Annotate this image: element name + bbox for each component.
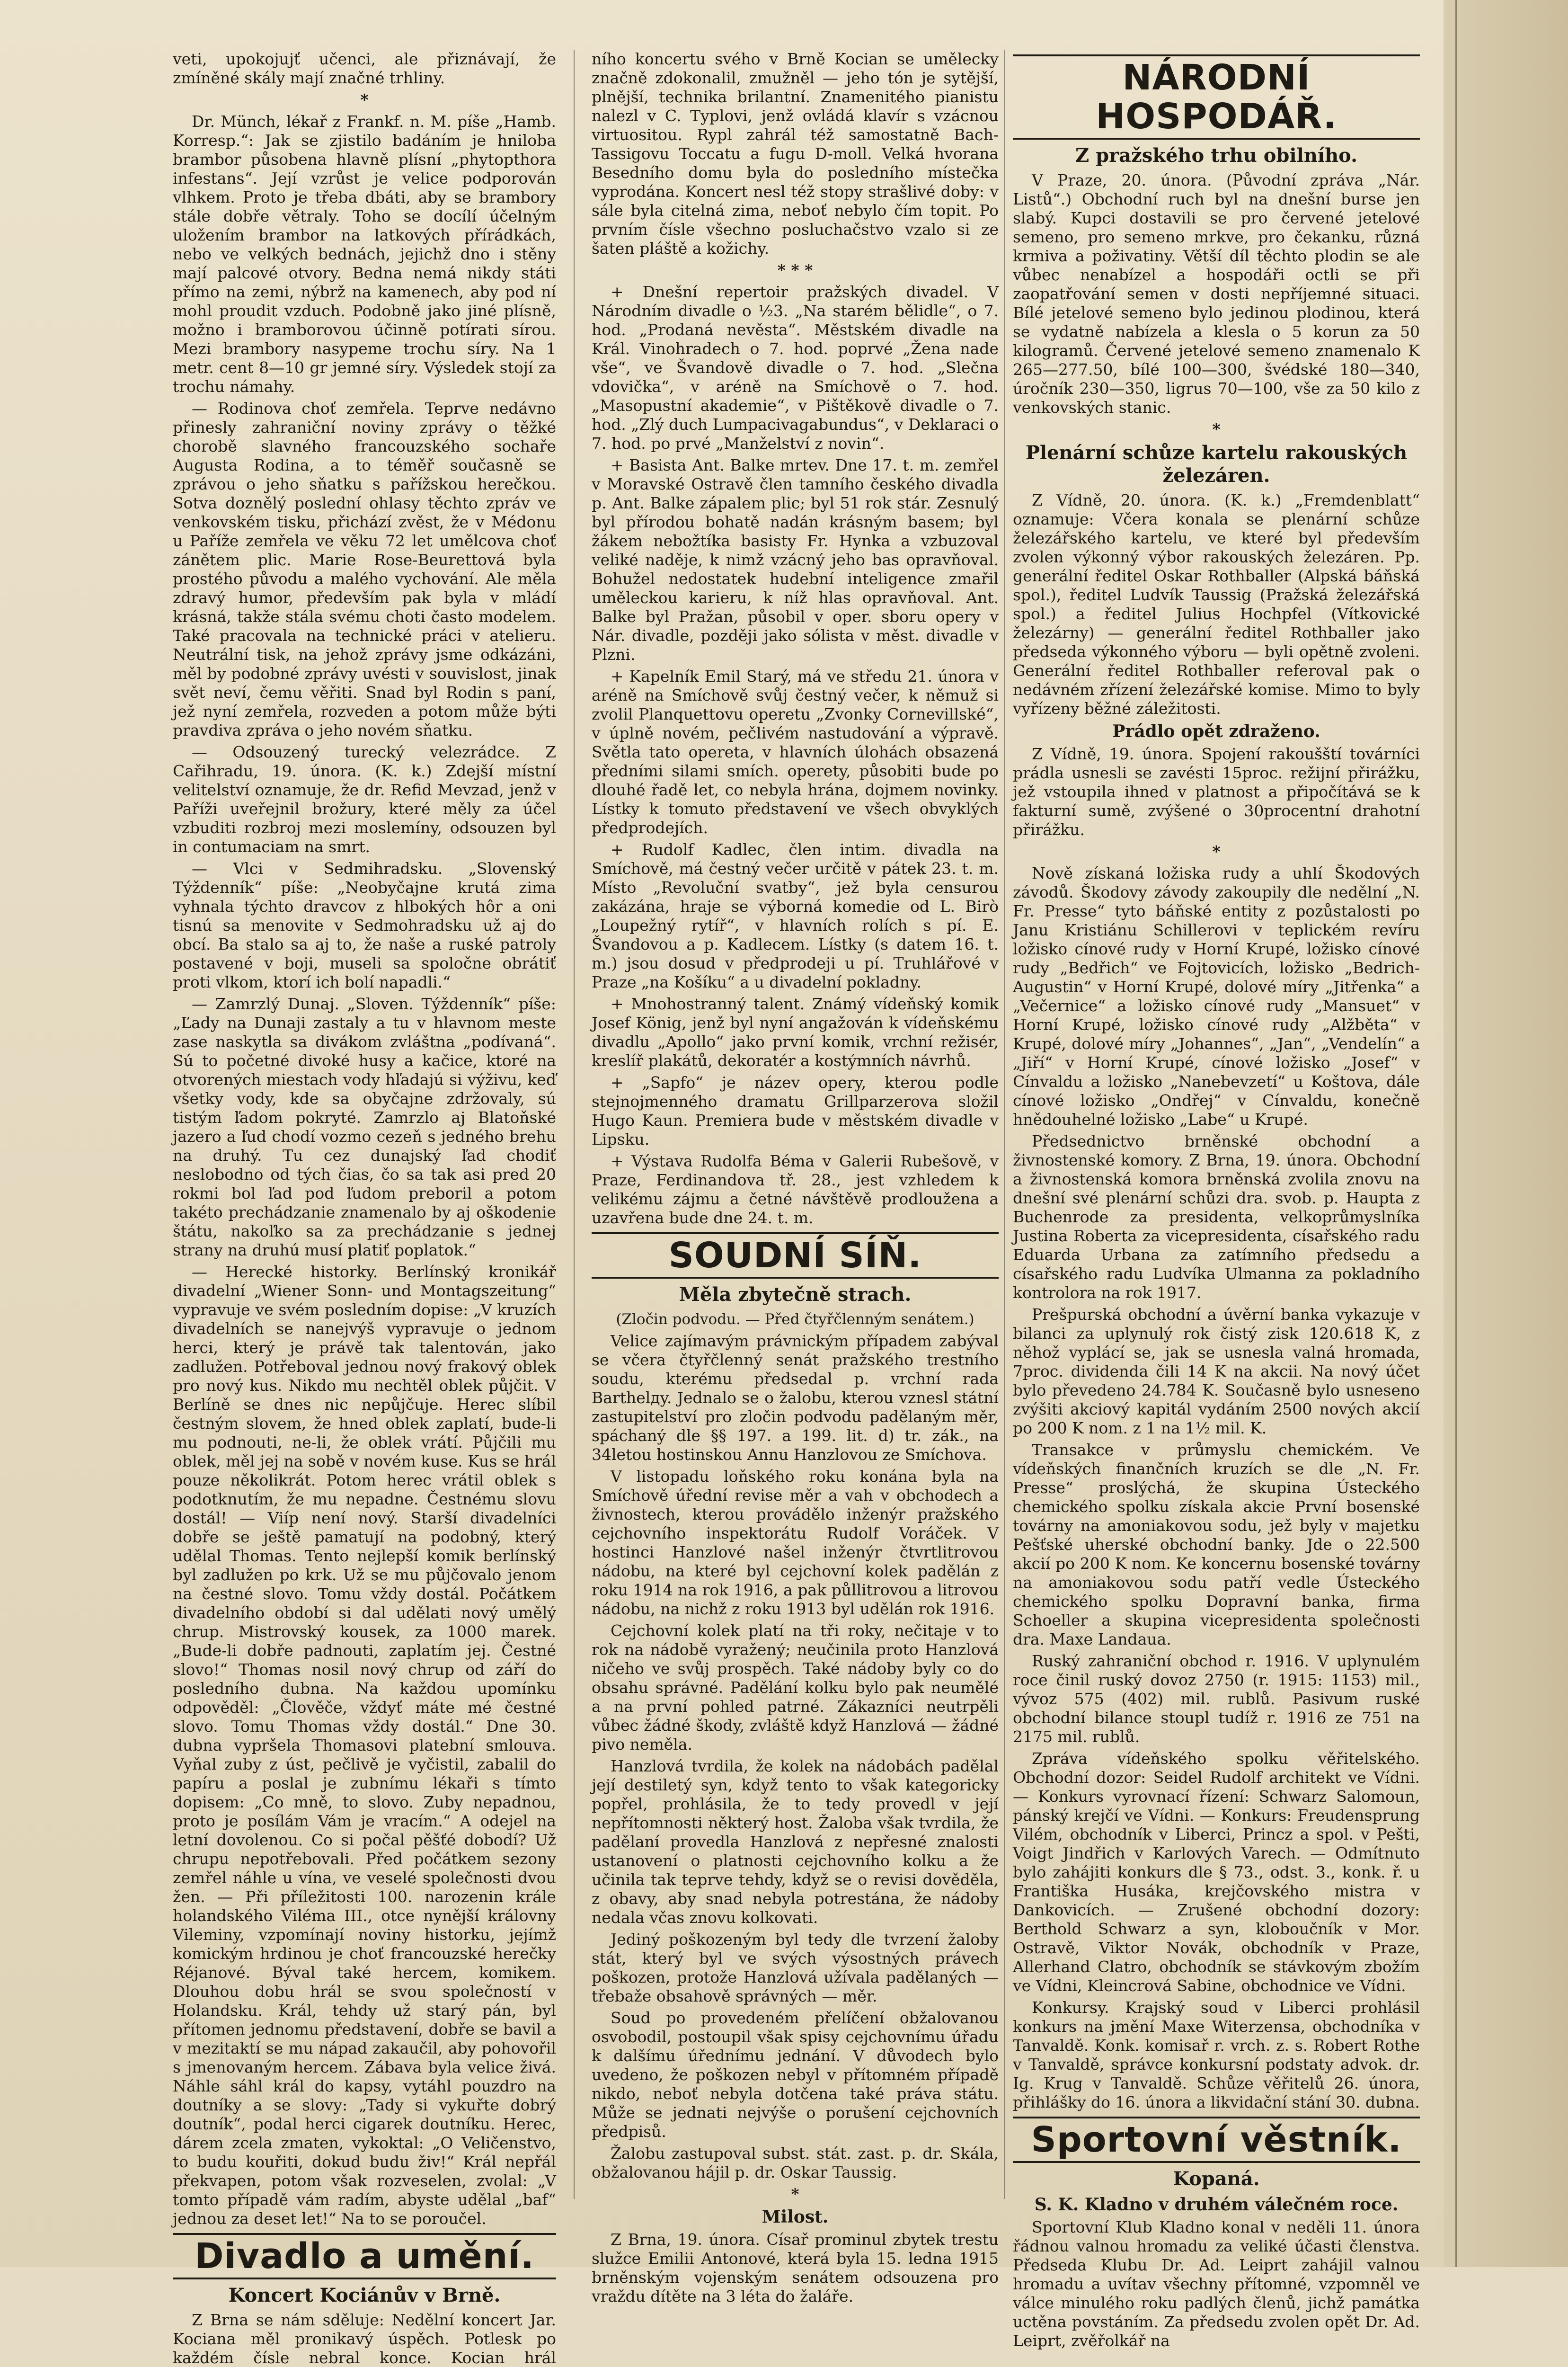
fold-line [1455, 0, 1457, 2267]
article-presspurska: Prešpurská obchodní a úvěrní banka vykazuje v bilanci za uplynulý rok čistý zisk 120.618 K, z něhož vyplácí se, jak se usnesla valná hromada, 7proc. dividenda čili 14 K na akcii. Na nový účet bylo převedeno 24.784 K. Současně bylo usneseno zvýšiti akciový kapitál vydáním 2500 nových akcií po 200 K nom. z 1 na 1½ mil. K. [1013, 1305, 1420, 1437]
article-balke: + Basista Ant. Balke mrtev. Dne 17. t. m. zemřel v Moravské Ostravě člen tamního českého divadla p. Ant. Balke zápalem plic; byl 51 rok stár. Zesnulý byl přírodou bohatě nadán krásným basem; byl žákem nebožtíka basisty Fr. Hynka a vzbuzoval veliké naděje, k nimž vzácný jeho bas opravňoval. Bohužel nedostatek hudební inteligence zmařil uměleckou karieru, k níž hlas opravňoval. Ant. Balke byl Pražan, působil v oper. sboru opery v Nár. divadle, později jako sólista v měst. divadle v Plzni. [592, 456, 999, 664]
article-bem: + Výstava Rudolfa Béma v Galerii Rubešově, v Praze, Ferdinandova tř. 28., jest vzhledem k velikému zájmu a četné návštěvě prodloužena a uzavřena bude dne 24. t. m. [592, 1152, 999, 1227]
article-strach-4: Hanzlová tvrdila, že kolek na nádobách padělal její destiletý syn, když tento to však kategoricky popřel, prohlásila, že to tedy provedl v její nepřítomnosti některý host. Žaloba však tvrdila, že padělaní provedla Hanzlová z nepřesné znalosti ustanovení o platnosti cejchovního kolku a že učinila tak teprve tehdy, když se o revisi dověděla, z obavy, aby snad nebyla potrestána, že nádoby nedala včas znovu kolkovati. [592, 1757, 999, 1927]
article-turecky: — Odsouzený turecký velezrádce. Z Cařihradu, 19. února. (K. k.) Zdejší místní velitelství oznamuje, že dr. Refid Mevzad, jenž v Paříži uveřejnil brožury, které měly za účel vzbuditi rozbroj mezi moslemíny, odsouzen byl in contumaciam na smrt. [173, 743, 556, 856]
article-kadlec: + Rudolf Kadlec, člen intim. divadla na Smíchově, má čestný večer určitě v pátek 23. t. m. Místo „Revoluční svatby“, jež byla censurou zakázána, hraje se výborná komedie od L. Birò „Loupežný rytíř“, v hlavních rolích s pí. E. Švandovou a p. Kadlecem. Lístky (s datem 16. t. m.) jsou dosud v předprodeji u pí. Truhlářové v Praze „na Košíku“ a u divadelní pokladny. [592, 840, 999, 991]
page-edge [1444, 0, 1568, 2267]
article-konkursy: Konkursy. Krajský soud v Liberci prohlásil konkurs na jmění Maxe Witerzensa, obchodníka v Tanvaldě. Konk. komisař r. vrch. z. s. Robert Rothe v Tanvaldě, správce konkursní podstaty advok. dr. Ig. Krug v Tanvaldě. Schůze věřitelů 26. února, přihlášky do 16. února a likvidační stání 30. dubna. [1013, 1998, 1420, 2111]
section-sport-heading: Sportovní věstník. [1013, 2117, 1420, 2163]
article-kartel: Z Vídně, 20. února. (K. k.) „Fremdenblatt“ oznamuje: Včera konala se plenární schůze železářského kartelu, ve které byl především zvolen výkonný výbor rakouských železáren. Pp. generální ředitel Oskar Rothballer (Alpská báňská spol.), ředitel Ludvík Taussig (Pražská železářská spol.) a ředitel Julius Hochpfel (Vítkovické železárny) — generální ředitel Rothballer jako předseda výkonného výboru — byli opětně zvoleni. Generální ředitel Rothballer referoval pak o nedávném zřízení železářské komise. Mimo to byly vyřízeny běžné záležitosti. [1013, 491, 1420, 718]
column-rule [574, 50, 575, 2199]
section-narodni-heading: NÁRODNÍ HOSPODÁŘ. [1013, 54, 1420, 140]
section-divadlo-heading: Divadlo a umění. [173, 2233, 556, 2279]
headline-pradlo: Prádlo opět zdraženo. [1112, 721, 1320, 741]
article-konig: + Mnohostranný talent. Známý vídeňský komik Josef König, jenž byl nyní angažován k vídeňskému divadlu „Apollo“ jako první komik, vrchní režisér, kreslíř plakátů, dekoratér a kostýmních návrhů. [592, 995, 999, 1070]
column-3 [1013, 50, 1420, 2350]
section-soudni-heading: SOUDNÍ SÍŇ. [592, 1232, 999, 1279]
article-pradlo: Z Vídně, 19. února. Spojení rakoušští továrníci prádla usnesli se zavésti 15proc. režijní přirážku, jež vstoupila ihned v platnost a připočítává se k fakturní sumě, zvýšené o 30procentní drahotní přirážku. [1013, 745, 1420, 839]
headline-kartel: Plenární schůze kartelu rakouských železáren. [1025, 442, 1408, 487]
article-rodin: — Rodinova choť zemřela. Teprve nedávno přinesly zahraniční noviny zprávy o těžké chorobě slavného francouzského sochaře Augusta Rodina, a to téměř současně se zprávou o jeho sňatku s pařížskou herečkou. Sotva doznělý poslední ohlasy těchto zpráv ve venkovském tisku, přichází zvěst, že v Médonu u Paříže zemřela ve věku 72 let umělcova choť zánětem plic. Marie Rose-Beurettová byla prostého původu a malého vychování. Ale měla zdravý humor, především pak byla v mládí krásná, takže stála svému choti často modelem. Také pracovala na technické práci v atelieru. Neutrální tisk, na jehož zprávy jsme odkázáni, měl by podobné zprávy uvésti v souvislost, jinak svět neví, čemu věřiti. Snad byl Rodin s paní, jež nyní zemřela, rozveden a potom může býti pravdiva zpráva o jeho novém sňatku. [173, 399, 556, 739]
column-1 [173, 50, 556, 2367]
article-koncert: Z Brna se nám sděluje: Nedělní koncert Jar. Kociana měl pronikavý úspěch. Potlesk po každém čísle nebral konce. Kocian hrál [173, 2311, 556, 2367]
separator-star: * [1212, 420, 1221, 438]
headline-milost: Milost. [762, 2207, 829, 2227]
separator-star: * * * [777, 261, 813, 279]
article-repertoir: + Dnešní repertoir pražských divadel. V Národním divadle o ½3. „Na starém bělidle“, o 7. hod. „Prodaná nevěsta“. Městském divadle na Král. Vinohradech o 7. hod. poprvé „Žena nade vše“, ve Švandově divadle o 7. hod. „Slečna vdovička“, v aréně na Smíchově o 7. hod. „Masopustní akademie“, v Pištěkově divadle o 7. hod. „Zlý duch Lumpacivagabundus“, v Deklaraci o 7. hod. po prvé „Manželství z novin“. [592, 283, 999, 453]
article-komora: Předsednictvo brněnské obchodní a živnostenské komory. Z Brna, 19. února. Obchodní a živnostenská komora brněnská zvolila znovu na dnešní své plenární schůzi dra. svob. p. Haupta z Buchenrode za presidenta, velkoprůmyslníka Justina Roberta za vicepresidenta, císařského radu Eduarda Urbana za zatímního předsedu a císařského radu Ludvíka Ulmanna za pokladního kontrolora na rok 1917. [1013, 1132, 1420, 1302]
article-trh: V Praze, 20. února. (Původní zpráva „Nár. Listů“.) Obchodní ruch byl na dnešní burse jen slabý. Kupci dostavili se pro červené jetelové semeno, pro semeno mrkve, pro čekanku, různá krmiva a poživatiny. Větší díl těchto plodin se ale vůbec nenabízel a hospodáři octli se při zaopatřování semen v dosti nepříjemné situaci. Bílé jetelové semeno bylo jedinou plodinou, která se vydatně nabízela a klesla o 5 korun za 50 kilogramů. Červené jetelové semeno znamenalo K 265—277.50, bílé 100—300, švédské 180—340, úročník 230—350, ligrus 70—100, vše za 50 kilo z venkovských stanic. [1013, 171, 1420, 417]
article-vlci: — Vlci v Sedmihradsku. „Slovenský Týždenník“ píše: „Neobyčajne krutá zima vyhnala týchto dravcov z hlbokých hôr a oni tisnú sa menovite v Sedmohradsku už aj do obcí. Ba stalo sa aj to, že naše a ruské patroly postavené v boji, museli sa spoločne obrátiť proti vlkom, ktorí ich bolí napadli.“ [173, 859, 556, 991]
article-koncert-cont: ního koncertu svého v Brně Kocian se umělecky značně zdokonalil, zmužněl — jeho tón je sytější, plnější, technika brilantní. Znamenitého pianistu nalezl v C. Typlovi, jenž ovládá klavír s vzácnou virtuositou. Rypl zahrál též samostatně Bach-Tassigovu Toccatu a fugu D-moll. Velká hvorana Besedního domu byla do posledního místečka vyprodána. Koncert nesl též stopy strašlivé doby: v sále byla citelná zima, neboť nebylo čím topit. Po prvním čísle všechno posluchačstvo vzalo si ze šaten pláště a kožichy. [592, 50, 999, 258]
article-herecke: — Herecké historky. Berlínský kronikář divadelní „Wiener Sonn- und Montagszeitung“ vypravuje ve svém posledním dopise: „V kruzích divadelních se nanejvýš vypravuje o jednom herci, který je právě tak talentován, jako zadlužen. Potřeboval jednou nový frakový oblek pro nový kus. Nikdo mu nechtěl oblek půjčit. V Berlíně se dnes nic nepůjčuje. Herec slíbil čestným slovem, že hned oblek zaplatí, bude-li mu podnouti, ne-li, že oblek vrátí. Půjčili mu oblek, měl jej na sobě v novém kuse. Kus se hrál pouze několikrát. Potom herec vrátil oblek s podotknutím, že mu nepadne. Čestnému slovu dostál! — Viíp není nový. Starší divadelníci dobře se ještě pamatují na podobný, který udělal Thomas. Tento nejlepší komik berlínský byl zadlužen po krk. Už se mu půjčovalo jenom na čestné slovo. Tomu vždy dostál. Počátkem divadelního období si dal udělati nový umělý chrup. Mistrovský kousek, za 1000 marek. „Bude-li dobře padnouti, zaplatím jej. Čestné slovo!“ Thomas nosil nový chrup od září do posledního dubna. Na každou upomínku odpověděl: „Člověče, vždyť máte mé čestné slovo. Tomu Thomas vždy dostál.“ Dne 30. dubna vypršela Thomasovi platební smlouva. Vyňal zuby z úst, pečlivě je vyčistil, zabalil do papíru a poslal je zubnímu lékaři s tímto dopisem: „Co mně, to slovo. Zuby nepadnou, proto je posílám Vám je vracím.“ A odejel na letní dovolenou. Co si počal pěšťé dobodí? Už chrupu nepotřebovali. Před počátkem sezony zemřel náhle u vína, ve veselé společnosti dvou žen. — Při příležitosti 100. narozenin krále holandského Viléma III., otce nynější královny Vileminy, vzpomínají noviny historku, jejímž komickým hrdinou je choť francouzské herečky Réjanové. Býval také hercem, komikem. Dlouhou dobu hrál se svou společností v Holandsku. Král, tehdy už starý pán, byl přítomen jednomu představení, dobře se bavil a v mezitaktí se mu nápad zakaučil, aby pohovořil s jmenovaným hercem. Zábava byla velice živá. Náhle sáhl král do kapsy, vytáhl pouzdro na doutníky a se slovy: „Tady si vykuřte dobrý doutník“, podal herci cigarek doutníku. Herec, dárem zcela zmaten, vykoktal: „O Veličenstvo, to budu kouřiti, dokud budu živ!“ Král nepřál překvapen, potom však rozveselen, zvolal: „V tomto případě vám radím, abyste udělal „baf“ jednou za deset let!“ Na to se poroučel. [173, 1263, 556, 2228]
article-strach-7: Žalobu zastupoval subst. stát. zast. p. dr. Skála, obžalovanou hájil p. dr. Oskar Taussig. [592, 2144, 999, 2181]
separator-star: * [360, 90, 369, 109]
headline-koncert: Koncert Kociánův v Brně. [228, 2284, 501, 2306]
article-spolek: Zpráva vídeňského spolku věřitelského. Obchodní dozor: Seidel Rudolf architekt ve Vídni. — Konkurs vyrovnací řízení: Schwarz Salomoun, pánský krejčí ve Vídni. — Konkurs: Freudensprung Vilém, obchodník v Liberci, Princz a spol. v Pešti, Voigt Jindřich v Karlových Varech. — Odmítnuto bylo zahájiti konkurs dle § 73., odst. 3., konk. ř. u Františka Husáka, krejčovského mistra v Dankovicích. — Zrušené obchodní dozory: Berthold Schwarz a syn, kloboučník v Mor. Ostravě, Viktor Novák, obchodník v Praze, Allerhand Clatro, obchodník se stávkovým zbožím ve Vídni, Kleincrová Sabine, obchodnice ve Vídni. [1013, 1749, 1420, 1995]
article-strach-5: Jediný poškozeným byl tedy dle tvrzení žaloby stát, který byl ve svých výsostných právech poškozen, protože Hanzlová užívala padělaných — třebaže obsahově správných — měr. [592, 1930, 999, 2005]
separator-star: * [791, 2185, 799, 2203]
column-rule [1004, 50, 1005, 2199]
column-2 [592, 50, 999, 2305]
article-dunaj: — Zamrzlý Dunaj. „Sloven. Týždenník“ píše: „Ľady na Dunaji zastaly a tu v hlavnom meste zase naskytla sa divákom zvláštna „podívaná“. Sú to početné divoké husy a kačice, ktoré na otvorených miestach vody hľadajú si výživu, keď všetky vody, kde sa obyčajne zdržovaly, sú tistým ľadom pokryté. Zamrzlo aj Blatoňské jazero a ľud chodí vozmo cezeň s jedného brehu na druhý. Tu cez dunajský ľad chodiť neslobodno od tých čias, čo sa tak asi pred 20 rokmi bol ľad pod ľudom preboril a potom takéto prechádzanie znamenalo by aj oškodenie štátu, nakoľko sa za prechádzanie s jednej strany na druhú musí platiť poplatok.“ [173, 995, 556, 1259]
article-strach-2: V listopadu loňského roku konána byla na Smíchově úřední revise měr a vah v obchodech a živnostech, kterou provádělo inženýr pražského cejchovního inspektorátu Rudolf Voráček. V hostinci Hanzlové našel inženýr čtvrtlitrovou nádobu, na které byl cejchovní kolek padělán z roku 1914 na rok 1916, a pak půllitrovou a litrovou nádobu, na nichž z roku 1913 byl udělán rok 1916. [592, 1467, 999, 1618]
article-strach-6: Soud po provedeném přelíčení obžalovanou osvobodil, postoupil však spisy cejchovnímu úřadu k dalšímu úřednímu jednání. V důvodech bylo uvedeno, že poškozen nebyl v přítomném případě nikdo, neboť nebyla dotčena také práva státu. Může se jednati nejvýše o porušení cejchovních předpisů. [592, 2009, 999, 2141]
article-chemie: Transakce v průmyslu chemickém. Ve vídeňských finančních kruzích se dle „N. Fr. Presse“ proslýchá, že skupina Ústeckého chemického spolku získala akcie První bosenské továrny na amoniakovou sodu, jež byly v majetku Pešťské uherské obchodní banky. Jde o 22.500 akcií po 200 K nom. Ke koncernu bosenské továrny na amoniakovou sodu patří vedle Ústeckého chemického spolku Dopravní banka, firma Schoeller a skupina vicepresidenta společnosti dra. Maxe Landaua. [1013, 1441, 1420, 1648]
headline-strach: Měla zbytečně strach. [679, 1283, 912, 1306]
article-milost: Z Brna, 19. února. Císař prominul zbytek trestu služce Emilii Antonové, která byla 15. ledna 1915 brněnským vojenským senátem odsouzena pro vraždu dítěte na 3 léta do žaláře. [592, 2230, 999, 2305]
article-strach-3: Cejchovní kolek platí na tři roky, nečitaje v to rok na nádobě vyražený; neučinila proto Hanzlová ničeho ve svůj prospěch. Také nádoby byly co do obsahu správné. Padělání kolku bylo pak neumělé a na první pohled patrné. Zákazníci neutrpěli vůbec žádné škody, zvláště když Hanzlová — žádné pivo neměla. [592, 1621, 999, 1753]
headline-kladno: S. K. Kladno v druhém válečném roce. [1034, 2195, 1399, 2215]
dek-strach: (Zločin podvodu. — Před čtyřčlenným senátem.) [616, 1311, 974, 1328]
article-lozisko: Nově získaná ložiska rudy a uhlí Škodových závodů. Škodovy závody zakoupily dle nedělní „N. Fr. Presse“ tyto báňské entity z pozůstalosti po Janu Kristiánu Schillerovi v teplickém revíru ložisko cínové rudy v Horní Krupé, ložisko cínové rudy „Bedřich“ ve Fojtovicích, ložisko „Bedrich-Augustin“ v Horní Krupé, dolové míry „Jitřenka“ a „Večernice“ a ložisko cínové rudy „Mansuet“ v Horní Krupé, ložisko cínové rudy „Alžběta“ v Krupé, dolové míry „Johannes“, „Jan“, „Vendelín“ a „Jiří“ v Horní Krupé, cínové ložisko „Josef“ v Cínvaldu a ložisko „Nanebevzetí“ u Koštova, dále cínové ložisko „Ondřej“ v Cínvaldu, konečně hnědouhelné ložisko „Labe“ u Krupé. [1013, 864, 1420, 1129]
article-munch: Dr. Münch, lékař z Frankf. n. M. píše „Hamb. Korresp.“: Jak se zjistilo badáním je hniloba brambor působena hlavně plísní „phytopthora infestans“. Její vzrůst je velice podporován vlhkem. Proto je třeba dbáti, aby se brambory stále dobře větraly. Toho se docílí účelným uložením brambor na latkových přírádkách, nebo ve velkých bednách, jejichž dno i stěny mají palcové otvory. Bedna nemá nikdy státi přímo na zemi, nýbrž na kamenech, aby pod ní mohl proudit vzduch. Podobně jako jiné plísně, možno i bramborovou účinně potírati sírou. Mezi brambory nasypeme trochu síry. Na 1 metr. cent 8—10 gr jemné síry. Výsledek stojí za trochu námahy. [173, 112, 556, 396]
headline-trh: Z pražského trhu obilního. [1075, 144, 1358, 167]
separator-star: * [1212, 842, 1221, 861]
article-kladno: Sportovní Klub Kladno konal v neděli 11. února řádnou valnou hromadu za veliké účasti členstva. Předseda Klubu Dr. Ad. Leiprt zahájil valnou hromadu a uvítav všechny přítomné, vzpomněl ve válce minulého roku padlých členů, jichž památka uctěna povstáním. Za předsedu zvolen opět Dr. Ad. Leiprt, zvěřolkář na [1013, 2218, 1420, 2350]
article-intro: veti, upokojujť učenci, ale přiznávají, že zmíněné skály mají značné trhliny. [173, 50, 556, 87]
article-strach-1: Velice zajímavým právnickým případem zabýval se včera čtyřčlenný senát pražského trestního soudu, kterému předsedal p. vrchní rada Barthelдy. Jednalo se o žalobu, kterou vznesl státní zastupitelství pro zločin podvodu padělaným měr, spáchaný dle §§ 197. a 199. lit. d) tr. zák., na 34letou hostinskou Annu Hanzlovou ze Smíchova. [592, 1332, 999, 1464]
headline-kopana: Kopaná. [1173, 2168, 1260, 2190]
article-rusky: Ruský zahraniční obchod r. 1916. V uplynulém roce činil ruský dovoz 2750 (r. 1915: 1153) mil., vývoz 575 (402) mil. rublů. Pasivum ruské obchodní bilance stoupl tudíž r. 1916 ze 751 na 2175 mil. rublů. [1013, 1652, 1420, 1746]
article-sapfo: + „Sapfo“ je název opery, kterou podle stejnojmenného dramatu Grillparzerova složil Hugo Kaun. Premiera bude v městském divadle v Lipsku. [592, 1073, 999, 1148]
article-stary: + Kapelník Emil Starý, má ve středu 21. února v aréně na Smíchově svůj čestný večer, k němuž si zvolil Planquettovu operetu „Zvonky Cornevillské“, v úplně novém, pečlivém nastudování a výpravě. Světla tato opereta, v hlavních úlohách obsazená předními silami smích. operety, působiti bude po dlouhé řadě let, co nebyla hrána, dojmem novinky. Lístky k tomuto představení ve všech obvyklých předprodejích. [592, 667, 999, 837]
